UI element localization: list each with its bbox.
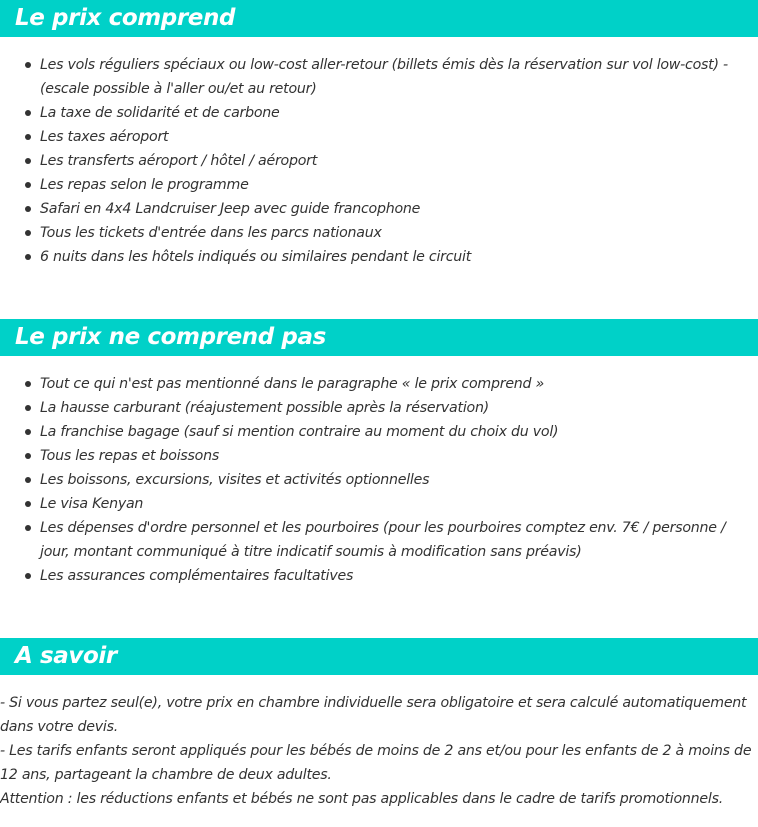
list-item — [0, 125, 758, 149]
list-item — [0, 221, 758, 245]
list-item — [0, 149, 758, 173]
a-savoir-section — [0, 638, 758, 811]
bullet-dot-icon — [25, 254, 31, 260]
list-item-text: Les assurances complémentaires facultatives — [40, 568, 354, 584]
bullet-dot-icon — [25, 206, 31, 212]
included-header — [0, 0, 758, 37]
bullet-dot-icon — [25, 381, 31, 387]
a-savoir-header — [0, 638, 758, 675]
list-item-text: Le visa Kenyan — [40, 496, 144, 512]
a-savoir-paragraph-1: - Si vous partez seul(e), votre prix en chambre individuelle sera obligatoire et sera calculé automatiquement dans votre devis. — [0, 695, 747, 735]
list-item — [0, 53, 758, 101]
bullet-dot-icon — [25, 182, 31, 188]
bullet-dot-icon — [25, 158, 31, 164]
included-title: Le prix comprend — [15, 5, 236, 31]
list-item — [0, 468, 758, 492]
bullet-dot-icon — [25, 573, 31, 579]
list-item — [0, 245, 758, 269]
bullet-dot-icon — [25, 62, 31, 68]
a-savoir-title: A savoir — [15, 643, 117, 669]
not-included-list — [0, 372, 758, 588]
list-item — [0, 516, 758, 564]
list-item — [0, 101, 758, 125]
not-included-title: Le prix ne comprend pas — [15, 324, 326, 350]
bullet-dot-icon — [25, 230, 31, 236]
bullet-dot-icon — [25, 429, 31, 435]
bullet-dot-icon — [25, 501, 31, 507]
list-item-text: Les vols réguliers spéciaux ou low-cost aller-retour (billets émis dès la réservation sur vol low-cost) - (escale possible à l'aller ou/et au retour) — [40, 57, 728, 97]
a-savoir-notes — [0, 691, 758, 811]
list-item-text: Les repas selon le programme — [40, 177, 249, 193]
list-item-text: Les transferts aéroport / hôtel / aéroport — [40, 153, 318, 169]
bullet-dot-icon — [25, 405, 31, 411]
list-item-text: La taxe de solidarité et de carbone — [40, 105, 280, 121]
a-savoir-paragraph-3: Attention : les réductions enfants et bébés ne sont pas applicables dans le cadre de tarifs promotionnels. — [0, 791, 723, 807]
list-item-text: Les boissons, excursions, visites et activités optionnelles — [40, 472, 430, 488]
list-item — [0, 492, 758, 516]
bullet-dot-icon — [25, 525, 31, 531]
list-item-text: Safari en 4x4 Landcruiser Jeep avec guide francophone — [40, 201, 421, 217]
not-included-section — [0, 319, 758, 588]
not-included-header — [0, 319, 758, 356]
list-item — [0, 564, 758, 588]
included-section — [0, 0, 758, 269]
list-item — [0, 197, 758, 221]
bullet-dot-icon — [25, 110, 31, 116]
included-list — [0, 53, 758, 269]
bullet-dot-icon — [25, 477, 31, 483]
list-item-text: Les dépenses d'ordre personnel et les pourboires (pour les pourboires comptez env. 7€ / personne / jour, montant communiqué à titre indicatif soumis à modification sans préavis) — [40, 520, 726, 560]
bullet-dot-icon — [25, 453, 31, 459]
list-item — [0, 444, 758, 468]
list-item-text: Tout ce qui n'est pas mentionné dans le paragraphe « le prix comprend » — [40, 376, 545, 392]
list-item — [0, 420, 758, 444]
list-item — [0, 396, 758, 420]
a-savoir-paragraph-2: - Les tarifs enfants seront appliqués pour les bébés de moins de 2 ans et/ou pour les enfants de 2 à moins de 12 ans, partageant la chambre de deux adultes. — [0, 743, 752, 783]
list-item-text: La franchise bagage (sauf si mention contraire au moment du choix du vol) — [40, 424, 559, 440]
bullet-dot-icon — [25, 134, 31, 140]
list-item — [0, 372, 758, 396]
list-item-text: 6 nuits dans les hôtels indiqués ou similaires pendant le circuit — [40, 249, 472, 265]
list-item-text: La hausse carburant (réajustement possible après la réservation) — [40, 400, 489, 416]
list-item-text: Tous les tickets d'entrée dans les parcs nationaux — [40, 225, 382, 241]
list-item — [0, 173, 758, 197]
list-item-text: Les taxes aéroport — [40, 129, 169, 145]
list-item-text: Tous les repas et boissons — [40, 448, 219, 464]
